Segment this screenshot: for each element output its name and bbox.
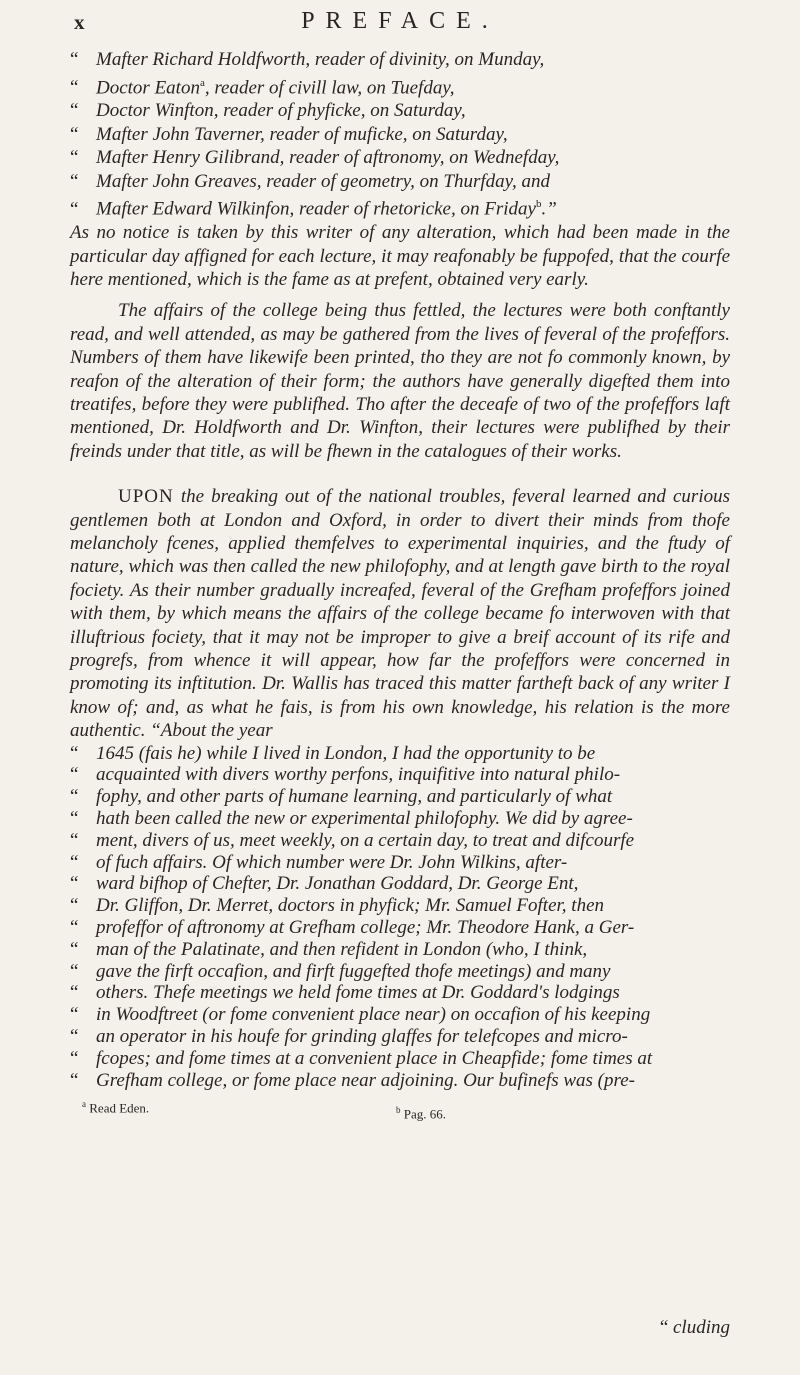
footnotes [70, 1097, 730, 1122]
paragraph-lead-word: UPON [118, 486, 174, 508]
paragraph-notice: As no notice is taken by this writer of any alteration, which had been made in the particular day affigned for each lecture, it may reafonably be fuppofed, that the courfe here mentioned, which is the fame as at prefent, obtained very early. [70, 222, 730, 290]
lecturer-line: “ Doctor Winfton, reader of phyficke, on Saturday, [70, 100, 466, 122]
page-number: x [74, 10, 86, 34]
quotation-line: “ profeffor of aftronomy at Grefham college; Mr. Theodore Hank, a Ger- [70, 917, 635, 939]
quotation-line: “ ment, divers of us, meet weekly, on a certain day, to treat and difcourfe [70, 829, 635, 851]
quotation-line: “ gave the firft occafion, and firft fuggefted thofe meetings) and many [70, 960, 611, 982]
paragraph-upon: UPON the breaking out of the national troubles, feveral learned and curious gentlemen both at London and Oxford, in order to divert their minds from thofe melancholy fcenes, applied themfelves to experimental inquiries, and the ftudy of nature, which was then called the new philofophy, and at length gave birth to the royal fociety. As their number gradually increafed, feveral of the Grefham profeffors joined with them, by which means the affairs of the college became fo interwoven with that illuftrious fociety, that it may not be improper to give a breif account of its rife and progrefs, from whence it will appear, how far the profeffors were concerned in promoting its inftitution. Dr. Wallis has traced this matter fartheft back of any writer I know of; and, as what he fais, is from his own knowledge, his relation is the more authentic. “About the year [70, 486, 730, 742]
footnote-marker: b [535, 198, 542, 211]
lecturer-line: “ Mafter John Greaves, reader of geometry, on Thurfday, and [70, 170, 550, 192]
quotation-line: “ fcopes; and fome times at a convenient place in Cheapfide; fome times at [70, 1047, 653, 1069]
footnote-marker: a [199, 76, 205, 89]
quotation-line: “ hath been called the new or experimental philofophy. We did by agree- [70, 808, 633, 830]
page-header [70, 8, 730, 42]
quotation-line: “ Dr. Gliffon, Dr. Merret, doctors in phyfick; Mr. Samuel Fofter, then [70, 895, 605, 917]
wallis-quotation [70, 743, 730, 1092]
running-title: PREFACE. [301, 8, 499, 34]
lecturer-line: “ Doctor Eaton$^a$, reader of civill law, on Tuefday, [70, 76, 455, 98]
quotation-line: “ an operator in his houfe for grinding glaffes for telefcopes and micro- [70, 1026, 628, 1048]
quotation-line: “ Grefham college, or fome place near adjoining. Our bufinefs was (pre- [70, 1069, 635, 1091]
lecturer-line: “ Mafter Edward Wilkinfon, reader of rhetoricke, on Friday$^b$.” [70, 198, 557, 220]
lecturer-line: “ Mafter Henry Gilibrand, reader of aftronomy, on Wednefday, [70, 147, 560, 169]
quotation-line: “ in Woodftreet (or fome convenient place near) on occafion of his keeping [70, 1004, 651, 1026]
lecturer-line: “ Mafter John Taverner, reader of muficke, on Saturday, [70, 123, 508, 145]
quotation-line: “ man of the Palatinate, and then refident in London (who, I think, [70, 938, 588, 960]
quotation-line: “ ward bifhop of Chefter, Dr. Jonathan Goddard, Dr. George Ent, [70, 873, 579, 895]
quotation-line: “ 1645 (fais he) while I lived in London, I had the opportunity to be [70, 742, 596, 764]
quotation-line: “ others. Thefe meetings we held fome times at Dr. Goddard's lodgings [70, 982, 620, 1004]
footnote-a: $^a$ Read Eden. [82, 1099, 150, 1116]
quotation-line: “ of fuch affairs. Of which number were Dr. John Wilkins, after- [70, 851, 568, 873]
paragraph-affairs: The affairs of the college being thus fettled, the lectures were both conftantly read, and well attended, as may be gathered from the lives of feveral of the profeffors. Numbers of them have likewife been printed, tho they are not fo commonly known, by reafon of the alteration of their form; the authors have generally digefted them into treatifes, before they were publifhed. Tho after the deceafe of two of the profeffors laft mentioned, Dr. Holdfworth and Dr. Winfton, their lectures were publifhed by their freinds under that title, as will be fhewn in the catalogues of their works. [70, 300, 730, 462]
lecturer-line: “ Mafter Richard Holdfworth, reader of divinity, on Munday, [70, 49, 545, 70]
catchword: “ cluding [659, 1317, 730, 1338]
lecturer-list [70, 48, 730, 221]
quotation-line: “ fophy, and other parts of humane learning, and particularly of what [70, 786, 613, 808]
quotation-line: “ acquainted with divers worthy perfons, inquifitive into natural philo- [70, 764, 621, 786]
book-page [0, 8, 800, 1375]
footnote-b: $^b$ Pag. 66. [396, 1105, 446, 1122]
